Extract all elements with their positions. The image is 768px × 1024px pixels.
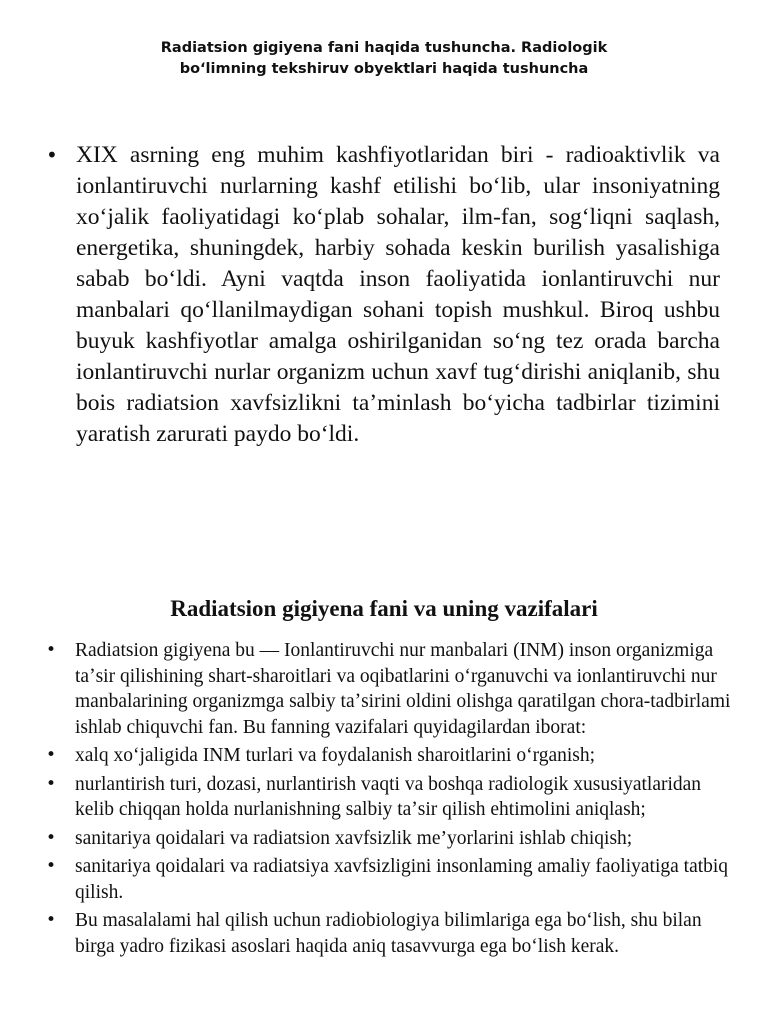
list-item: [46, 826, 736, 852]
list-item: [46, 638, 736, 740]
tasks-list: [46, 638, 736, 962]
bullet-marker: •: [46, 910, 57, 930]
bullet-marker: •: [46, 143, 58, 167]
intro-paragraph-text: XIX asrning eng muhim kashfiyotlaridan biri - radioaktivlik va ionlantiruvchi nurlarning kashf etilishi boʻlib, ular insoniyatning xoʻjalik faoliyatidagi koʻplab sohalar, ilm-fan, sogʻliqni saqlash, energetika, shuningdek, harbiy sohada keskin burilish yasalishiga sabab boʻldi. Ayni vaqtda inson faoliyatida ionlantiruvchi nur manbalari qoʻllanilmaydigan sohani topish mushkul. Biroq ushbu buyuk kashfiyotlar amalga oshirilganidan soʻng tez orada barcha ionlantiruvchi nurlar organizm uchun xavf tugʻdirishi aniqlanib, shu bois radiatsion xavfsizlikni taʼminlash boʻyicha tadbirlar tizimini yaratish zarurati paydo boʻldi.: [76, 142, 720, 447]
bullet-marker: •: [46, 827, 57, 848]
section-heading: Radiatsion gigiyena fani va uning vazifalari: [170, 596, 598, 621]
page-title-line-2: boʻlimning tekshiruv obyektlari haqida tushuncha: [179, 61, 589, 77]
list-item-text: Bu masalalami hal qilish uchun radiobiologiya bilimlariga ega boʻlish, shu bilan birga yadro fizikasi asoslari haqida aniq tasavvurga ega boʻlish kerak.: [75, 910, 702, 957]
list-item-text: sanitariya qoidalari va radiatsiya xavfsizligini insonlaming amaliy faoliyatiga tatbiq qilish.: [75, 856, 729, 903]
list-item-text: Radiatsion gigiyena bu — Ionlantiruvchi nur manbalari (INM) inson organizmiga taʼsir qilishining shart-sharoitlari va oqibatlarini oʻrganuvchi va ionlantiruvchi nur manbalarining organizmga salbiy taʼsirini oldini olishga qaratilgan chora-tadbirlami ishlab chiquvchi fan. Bu fanning vazifalari quyidagilardan iborat:: [75, 640, 731, 738]
bullet-marker: •: [46, 856, 57, 876]
intro-list: [46, 140, 720, 450]
bullet-marker: •: [46, 773, 57, 794]
list-item: [46, 908, 736, 959]
list-item: [46, 772, 736, 823]
page-title-line-1: Radiatsion gigiyena fani haqida tushuncha. Radiologik: [160, 40, 608, 56]
intro-paragraph: [46, 140, 720, 450]
bullet-marker: •: [46, 745, 57, 765]
list-item-text: sanitariya qoidalari va radiatsion xavfsizlik me’yorlarini ishlab chiqish;: [75, 827, 633, 849]
list-item-text: xalq xoʻjaligida INM turlari va foydalanish sharoitlarini oʻrganish;: [75, 745, 596, 766]
page-title: [0, 38, 768, 80]
list-item-text: nurlantirish turi, dozasi, nurlantirish vaqti va boshqa radiologik xususiyatlaridan kelib chiqqan holda nurlanishning salbiy taʼsir qilish ehtimolini aniqlash;: [75, 773, 702, 820]
list-item: [46, 743, 736, 769]
bullet-marker: •: [46, 640, 57, 660]
list-item: [46, 854, 736, 905]
